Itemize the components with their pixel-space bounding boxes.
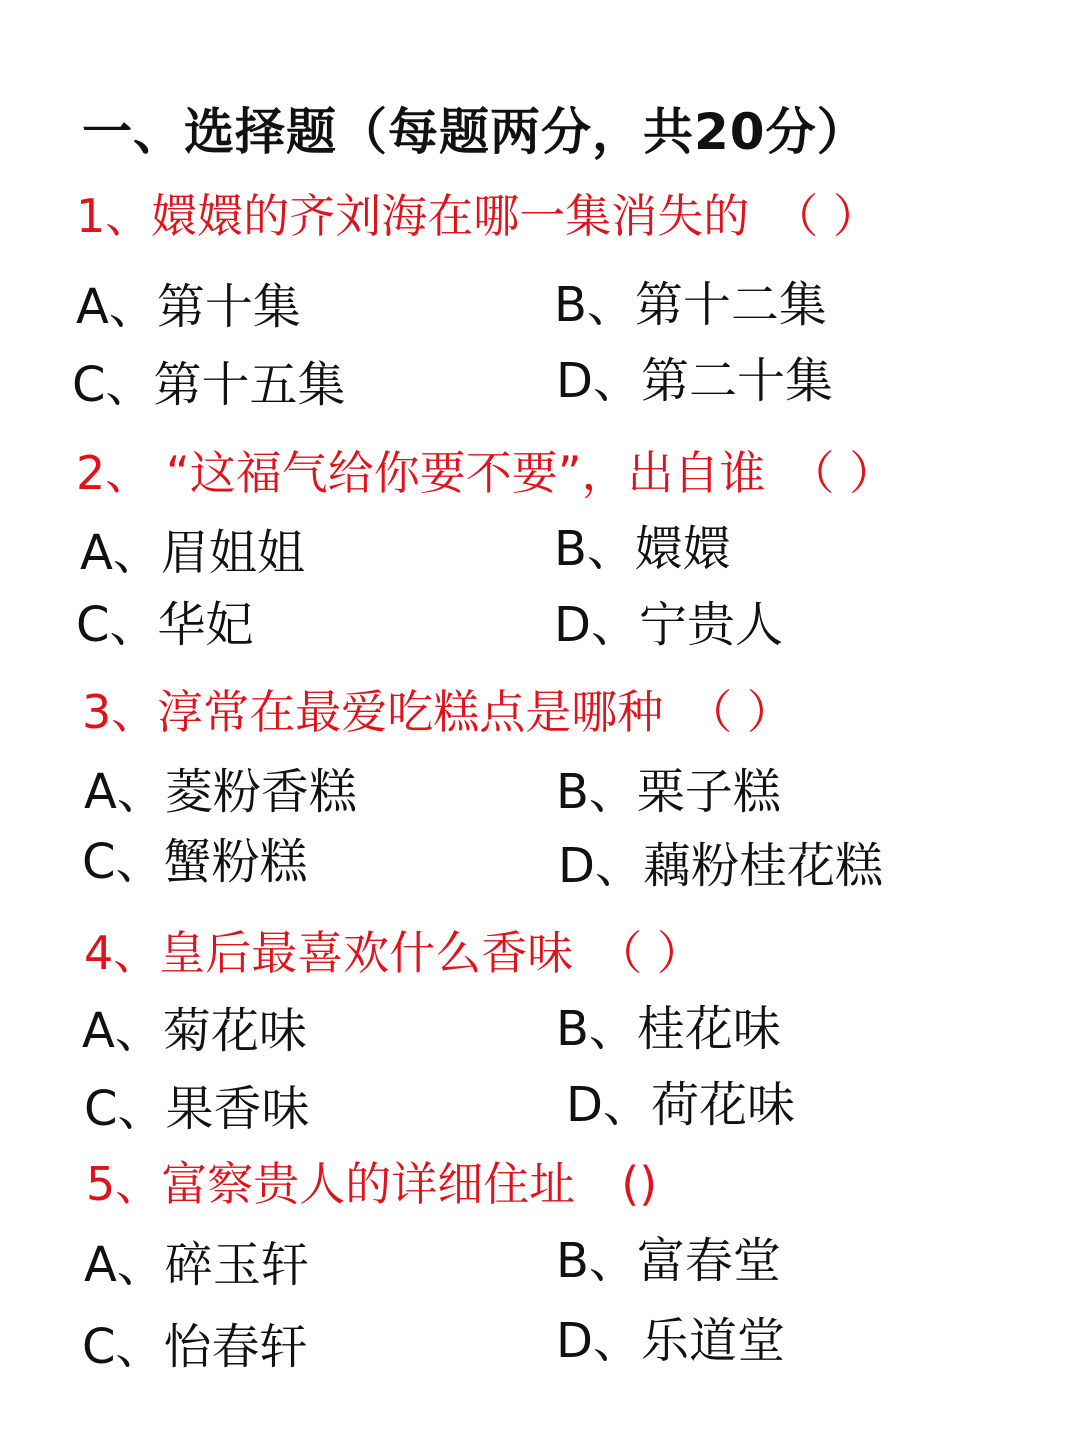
question-3-option-d: D、藕粉桂花糕 [558,838,883,894]
question-2-option-a: A、眉姐姐 [80,525,305,581]
question-4: 4、皇后最喜欢什么香味 （ ） [84,926,703,980]
question-2-option-c: C、华妃 [76,597,254,653]
question-3-option-c: C、蟹粉糕 [82,834,308,890]
question-2: 2、 “这福气给你要不要”，出自谁 （ ） [76,446,896,500]
question-1: 1、嬛嬛的齐刘海在哪一集消失的 （ ） [76,189,879,243]
question-5: 5、富察贵人的详细住址 () [86,1157,658,1211]
question-4-option-b: B、桂花味 [556,1001,781,1057]
question-4-option-c: C、果香味 [84,1081,310,1137]
question-5-option-d: D、乐道堂 [556,1313,785,1369]
question-5-option-a: A、碎玉轩 [84,1237,309,1293]
question-4-option-a: A、菊花味 [82,1003,307,1059]
question-2-option-d: D、宁贵人 [554,597,783,653]
question-5-option-c: C、怡春轩 [82,1319,308,1375]
question-1-option-c: C、第十五集 [72,357,346,413]
question-5-option-b: B、富春堂 [556,1233,781,1289]
question-1-option-b: B、第十二集 [554,277,827,333]
question-4-option-d: D、荷花味 [566,1077,795,1133]
section-title: 一、选择题（每题两分，共20分） [82,103,868,161]
question-1-option-a: A、第十集 [76,279,301,335]
question-2-option-b: B、嬛嬛 [554,521,731,577]
question-1-option-d: D、第二十集 [556,353,833,409]
question-3-option-b: B、栗子糕 [556,764,781,820]
question-3: 3、淳常在最爱吃糕点是哪种 （ ） [82,685,793,739]
question-3-option-a: A、菱粉香糕 [84,764,357,820]
